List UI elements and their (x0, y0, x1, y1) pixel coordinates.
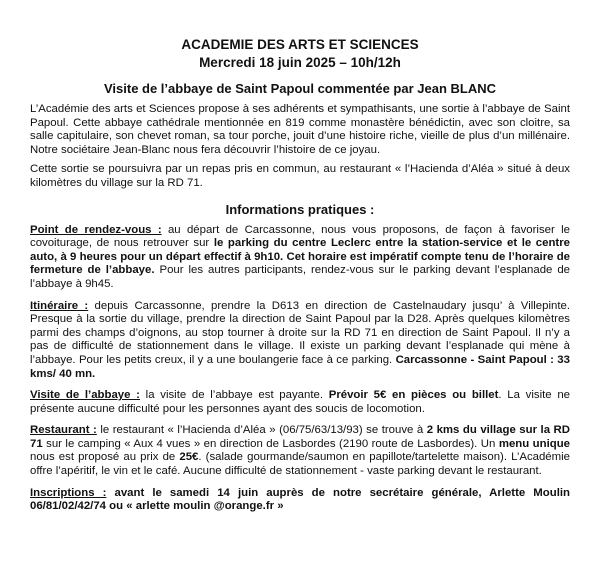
date-line: Mercredi 18 juin 2025 – 10h/12h (199, 55, 401, 70)
inscriptions-label: Inscriptions : (30, 486, 107, 499)
inscriptions-paragraph (30, 487, 570, 514)
rdv-label: Point de rendez-vous : (30, 223, 162, 236)
restaurant-bold-3: 25€ (179, 451, 199, 464)
restaurant-bold-1: 2 kms du village sur la RD 71 (30, 424, 570, 450)
document (30, 36, 570, 514)
restaurant-text-2: sur le camping « Aux 4 vues » en direction de Lasbordes (2190 route de Lasbordes). Un (42, 437, 499, 450)
itineraire-paragraph (30, 300, 570, 382)
visite-text-2: . La visite ne présente aucune difficulté pour les personnes ayant des soucis de locomotion. (30, 389, 570, 415)
restaurant-paragraph (30, 424, 570, 478)
itineraire-label: Itinéraire : (30, 299, 89, 312)
restaurant-label: Restaurant : (30, 424, 97, 437)
info-title: Informations pratiques : (225, 201, 375, 217)
visite-text-1: la visite de l’abbaye est payante. (139, 389, 329, 402)
itineraire-text: depuis Carcassonne, prendre la D613 en direction de Castelnaudary jusqu’ à Villepinte. Presque à la sortie du village, prendre la direction de Saint Papoul par la D28. Après quelques kilomètres parmi des champs d’oignons, au stop tourner à droite sur la RD 71 en direction de Saint Papoul. Il n’y a pas de difficulté de stationnement dans le village. Il existe un parking devant l’esplanade qui mène à l’abbaye. Pour les petits creux, il y a une boulangerie face à ce parking. (30, 299, 570, 366)
org-title: ACADEMIE DES ARTS ET SCIENCES (181, 37, 419, 52)
rdv-paragraph (30, 224, 570, 292)
visite-label: Visite de l’abbaye : (30, 389, 140, 402)
meal-paragraph: Cette sortie se poursuivra par un repas pris en commun, au restaurant « l’Hacienda d’Aléa » situé à deux kilomètres du village sur la RD 71. (30, 163, 570, 189)
visit-title: Visite de l’abbaye de Saint Papoul commentée par Jean BLANC (103, 81, 497, 96)
rdv-text-2: Pour les autres participants, rendez-vous sur le parking devant l’esplanade de l’abbaye à 9h45. (30, 264, 570, 290)
rdv-bold: le parking du centre Leclerc entre la station-service et le centre auto, à 9 heures pour un départ effectif à 9h10. Cet horaire est impératif compte tenu de l’horaire de fermeture de l’abbaye. (30, 237, 570, 277)
restaurant-text-4: . (salade gourmande/saumon en papillote/tartelette maison). L’Académie offre l’apéritif, le vin et le café. Aucune difficulté de stationnement - vaste parking devant le restaurant. (30, 451, 570, 478)
intro-paragraph: L’Académie des arts et Sciences propose à ses adhérents et sympathisants, une sortie à l’abbaye de Saint Papoul. Cette abbaye cathédrale mentionnée en 819 comme monastère bénédictin, avec son cloitre, sa salle capitulaire, son chevet roman, sa tour porche, jouit d’une histoire riche, vieille de plus d’un millénaire. Notre sociétaire Jean-Blanc nous fera découvrir l’histoire de ce joyau. (30, 103, 570, 156)
rdv-text-1: au départ de Carcassonne, nous vous proposons, de façon à favoriser le covoiturage, de nous retrouver sur (30, 223, 570, 250)
restaurant-text-1: le restaurant « l’Hacienda d’Aléa » (06/75/63/13/93) se trouve à (96, 424, 427, 437)
itineraire-bold: Carcassonne - Saint Papoul : 33 kms/ 40 mn. (30, 353, 570, 380)
inscriptions-bold: avant le samedi 14 juin auprès de notre secrétaire générale, Arlette Moulin 06/81/02/42/74 ou « arlette moulin @orange.fr » (30, 486, 570, 513)
restaurant-text-3: nous est proposé au prix de (30, 451, 180, 464)
restaurant-bold-2: menu unique (498, 437, 570, 450)
visite-bold: Prévoir 5€ en pièces ou billet (328, 389, 499, 402)
visite-paragraph (30, 389, 570, 416)
